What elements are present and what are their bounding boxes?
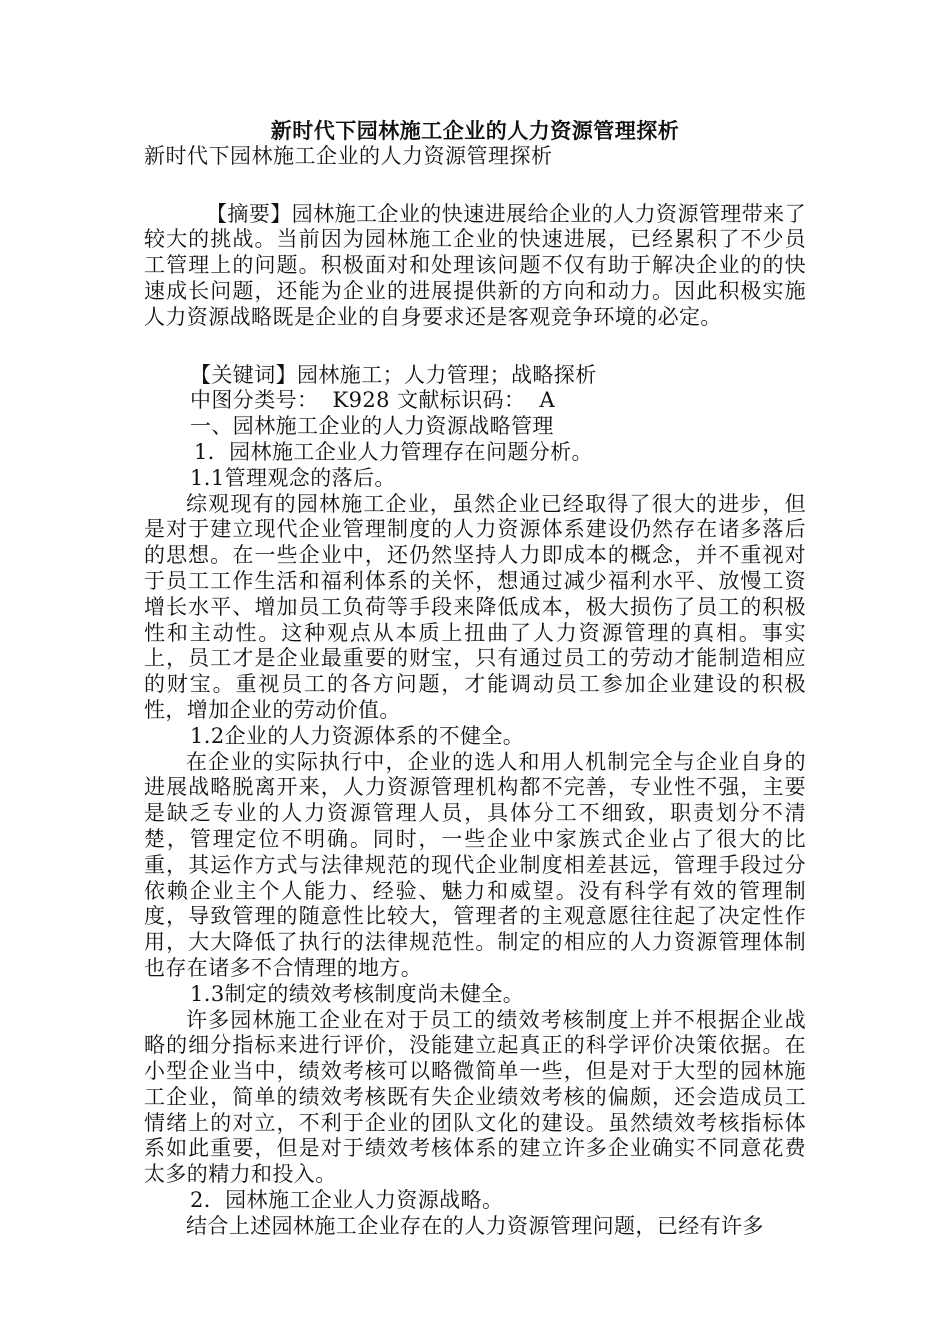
sub-heading-1-1: 1.1管理观念的落后。 xyxy=(190,465,396,490)
subsection-heading: 1．园林施工企业人力管理存在问题分析。 xyxy=(194,439,593,464)
document-page xyxy=(144,118,806,1240)
sub-heading-1-3: 1.3制定的绩效考核制度尚未健全。 xyxy=(190,981,525,1006)
classification-line: 中图分类号： K928 文献标识码： A xyxy=(190,388,556,413)
body-paragraph-1-3: 许多园林施工企业在对于员工的绩效考核制度上并不根据企业战略的细分指标来进行评价，没能建立起真正的科学评价决策依据。在小型企业当中，绩效考核可以略微简单一些，但是对于大型的园林施工企业，简单的绩效考核既有失企业绩效考核的偏颇，还会造成员工情绪上的对立，不利于企业的团队文化的建设。虽然绩效考核指标体系如此重要，但是对于绩效考核体系的建立许多企业确实不同意花费太多的精力和投入。 xyxy=(144,1007,806,1187)
spacer xyxy=(144,331,806,363)
spacer xyxy=(144,170,806,202)
keywords-line: 【关键词】园林施工；人力管理；战略探析 xyxy=(190,362,597,387)
document-subtitle: 新时代下园林施工企业的人力资源管理探析 xyxy=(144,143,553,168)
document-title: 新时代下园林施工企业的人力资源管理探析 xyxy=(270,118,680,143)
body-paragraph-2: 结合上述园林施工企业存在的人力资源管理问题，已经有许多 xyxy=(186,1213,764,1238)
body-paragraph-1-1: 综观现有的园林施工企业，虽然企业已经取得了很大的进步，但是对于建立现代企业管理制度的人力资源体系建设仍然存在诸多落后的思想。在一些企业中，还仍然坚持人力即成本的概念，并不重视对于员工工作生活和福利体系的关怀，想通过减少福利水平、放慢工资增长水平、增加员工负荷等手段来降低成本，极大损伤了员工的积极性和主动性。这种观点从本质上扭曲了人力资源管理的真相。事实上，员工才是企业最重要的财宝，只有通过员工的劳动才能制造相应的财宝。重视员工的各方问题，才能调动员工参加企业建设的积极性，增加企业的劳动价值。 xyxy=(144,491,806,722)
body-paragraph-1-2: 在企业的实际执行中，企业的选人和用人机制完全与企业自身的进展战略脱离开来，人力资源管理机构都不完善，专业性不强，主要是缺乏专业的人力资源管理人员，具体分工不细致，职责划分不清楚，管理定位不明确。同时，一些企业中家族式企业占了很大的比重，其运作方式与法律规范的现代企业制度相差甚远，管理手段过分依赖企业主个人能力、经验、魅力和威望。没有科学有效的管理制度，导致管理的随意性比较大，管理者的主观意愿往往起了决定性作用，大大降低了执行的法律规范性。制定的相应的人力资源管理体制也存在诸多不合情理的地方。 xyxy=(144,749,806,980)
section-heading: 一、园林施工企业的人力资源战略管理 xyxy=(190,414,554,439)
subsection-heading-2: 2．园林施工企业人力资源战略。 xyxy=(190,1188,504,1213)
sub-heading-1-2: 1.2企业的人力资源体系的不健全。 xyxy=(190,723,525,748)
abstract-paragraph: 【摘要】园林施工企业的快速进展给企业的人力资源管理带来了较大的挑战。当前因为园林施工企业的快速进展，已经累积了不少员工管理上的问题。积极面对和处理该问题不仅有助于解决企业的的快速成长问题，还能为企业的进展提供新的方向和动力。因此积极实施人力资源战略既是企业的自身要求还是客观竞争环境的必定。 xyxy=(144,201,806,329)
